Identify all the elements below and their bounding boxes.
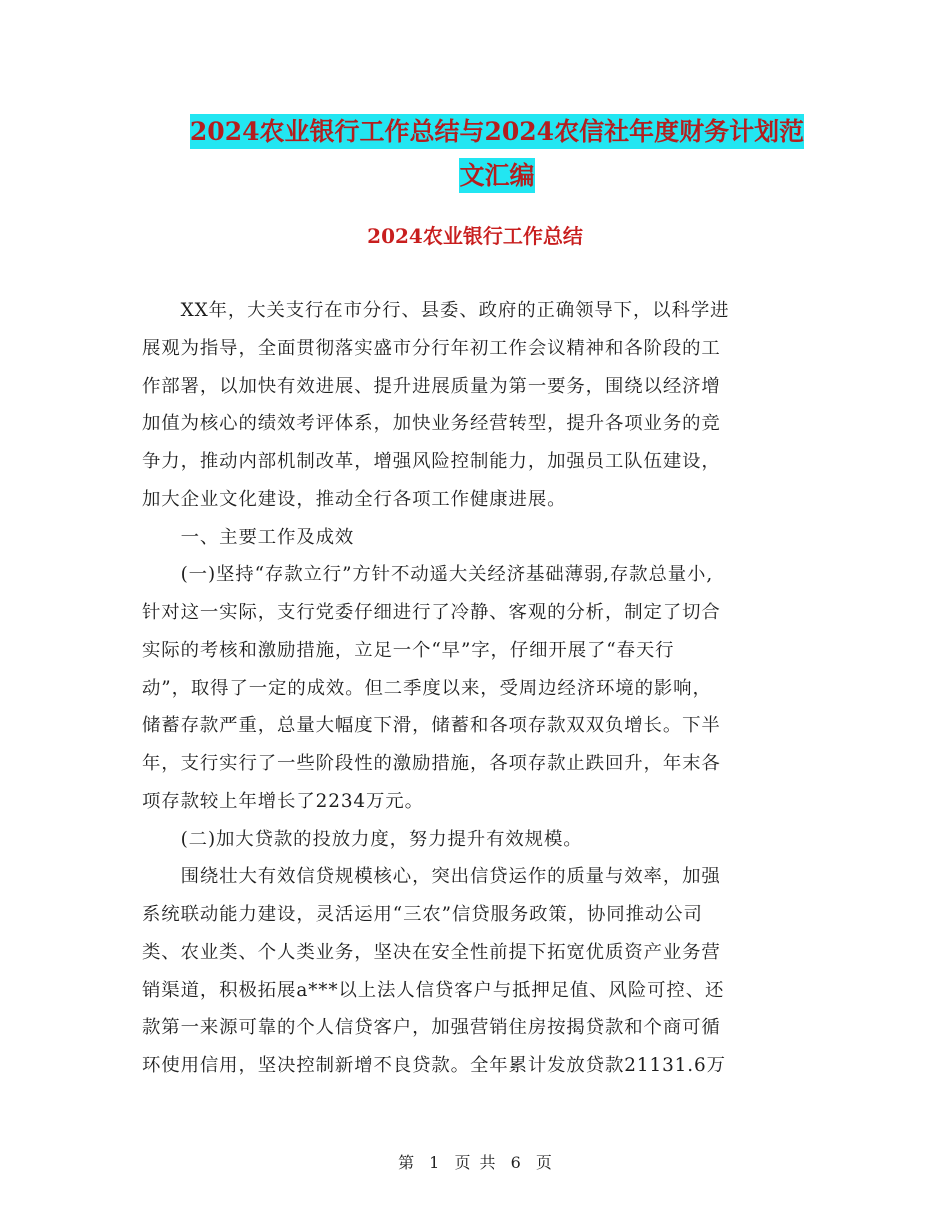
footer-total-pages: 6 xyxy=(510,1153,521,1172)
section-title: 2024农业银行工作总结 xyxy=(367,224,583,248)
text-line: 针对这一实际，支行党委仔细进行了冷静、客观的分析，制定了切合 xyxy=(142,602,721,623)
text-line: 年，支行实行了一些阶段性的激励措施，各项存款止跌回升，年末各 xyxy=(142,753,721,774)
document-title-line-2: 文汇编 xyxy=(459,158,534,193)
text-line: 项存款较上年增长了2234万元。 xyxy=(142,790,424,812)
text-line: (二)加大贷款的投放力度，努力提升有效规模。 xyxy=(142,828,583,850)
text-line: 销渠道，积极拓展a***以上法人信贷客户与抵押足值、风险可控、还 xyxy=(142,979,725,1001)
footer-middle: 页 共 xyxy=(454,1153,496,1172)
footer-current-page: 1 xyxy=(429,1153,440,1172)
text-line: 争力，推动内部机制改革，增强风险控制能力，加强员工队伍建设， xyxy=(142,451,721,472)
text-line: 围绕壮大有效信贷规模核心，突出信贷运作的质量与效率，加强 xyxy=(142,866,721,888)
document-title xyxy=(140,110,854,198)
text-line: 展观为指导，全面贯彻落实盛市分行年初工作会议精神和各阶段的工 xyxy=(142,337,721,359)
body-text xyxy=(142,292,816,1085)
text-line: 环使用信用，坚决控制新增不良贷款。全年累计发放贷款21131.6万 xyxy=(142,1055,726,1076)
document-title-line-1: 2024农业银行工作总结与2024农信社年度财务计划范 xyxy=(190,114,804,149)
text-line: 一、主要工作及成效 xyxy=(142,526,355,548)
text-line: 加大企业文化建设，推动全行各项工作健康进展。 xyxy=(142,488,567,510)
footer-suffix: 页 xyxy=(535,1153,552,1172)
text-line: 作部署，以加快有效进展、提升进展质量为第一要务，围绕以经济增 xyxy=(142,375,721,397)
page-footer xyxy=(0,1150,950,1173)
footer-prefix: 第 xyxy=(398,1153,415,1172)
text-line: XX年，大关支行在市分行、县委、政府的正确领导下，以科学进 xyxy=(142,300,730,321)
text-line: 动”，取得了一定的成效。但二季度以来，受周边经济环境的影响， xyxy=(142,677,712,699)
text-line: 实际的考核和激励措施，立足一个“早”字，仔细开展了“春天行 xyxy=(142,639,675,661)
text-line: 储蓄存款严重，总量大幅度下滑，储蓄和各项存款双双负增长。下半 xyxy=(142,715,721,737)
text-line: 系统联动能力建设，灵活运用“三农”信贷服务政策，协同推动公司 xyxy=(142,904,703,925)
text-line: 类、农业类、个人类业务，坚决在安全性前提下拓宽优质资产业务营 xyxy=(142,941,721,963)
text-line: (一)坚持“存款立行”方针不动遥大关经济基础薄弱,存款总量小, xyxy=(142,564,714,586)
text-line: 款第一来源可靠的个人信贷客户，加强营销住房按揭贷款和个商可循 xyxy=(142,1017,721,1039)
text-line: 加值为核心的绩效考评体系，加快业务经营转型，提升各项业务的竞 xyxy=(142,413,721,435)
